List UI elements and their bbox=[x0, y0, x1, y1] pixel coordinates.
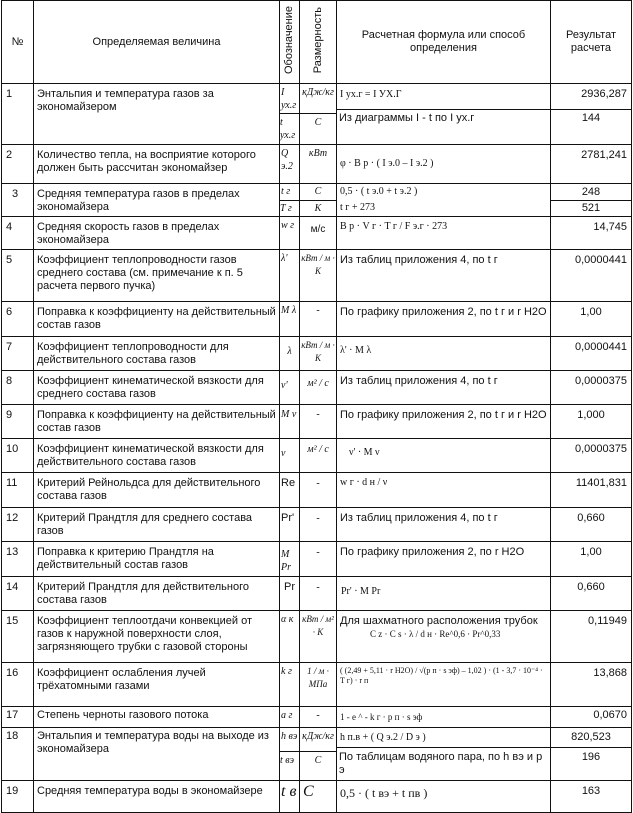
row-symbol bbox=[280, 184, 300, 217]
row-num: 8 bbox=[2, 371, 34, 405]
row-formula: По графику приложения 2, по r H2O bbox=[337, 542, 551, 577]
row-symbol: λ' bbox=[280, 250, 300, 302]
row-result-1: 2936,287 bbox=[581, 88, 627, 100]
row-symbol: a г bbox=[280, 707, 300, 728]
row-unit-2: C bbox=[299, 113, 337, 131]
row-name: Коэффициент ослабления лучей трёхатомными газами bbox=[34, 663, 280, 707]
row-symbol: k г bbox=[280, 663, 300, 707]
header-result: Результат расчета bbox=[551, 1, 632, 84]
row-unit: - bbox=[300, 473, 337, 508]
row-num: 18 bbox=[2, 728, 34, 781]
row-result: 1,000 bbox=[551, 405, 632, 439]
row-name: Критерий Рейнольдса для действительного состава газов bbox=[34, 473, 280, 508]
table-row bbox=[2, 577, 632, 611]
row-num: 16 bbox=[2, 663, 34, 707]
row-symbol: Q э.2 bbox=[280, 145, 300, 184]
row-formula: B р · V г · T г / F э.г · 273 bbox=[337, 217, 551, 250]
row-symbol: λ bbox=[280, 337, 300, 371]
row-num: 10 bbox=[2, 439, 34, 473]
row-symbol: M ν bbox=[280, 405, 300, 439]
row-formula: 1 - e ^ - k г · p п · s эф bbox=[337, 707, 551, 728]
row-num: 2 bbox=[2, 145, 34, 184]
row-unit: - bbox=[300, 707, 337, 728]
header-num: № bbox=[2, 1, 34, 84]
row-formula: ν' · M ν bbox=[337, 439, 551, 473]
row-symbol: α к bbox=[280, 611, 300, 663]
row-name: Средняя температура газов в пределах экономайзера bbox=[34, 184, 280, 217]
table-row bbox=[2, 508, 632, 542]
row-result: 11401,831 bbox=[551, 473, 632, 508]
row-result: 163 bbox=[551, 781, 632, 813]
row-name: Коэффициент кинематической вязкости для действительного состава газов bbox=[34, 439, 280, 473]
row-result: 13,868 bbox=[551, 663, 632, 707]
row-result bbox=[551, 84, 632, 145]
row-formula bbox=[337, 184, 551, 217]
row-formula: Из таблиц приложения 4, по t г bbox=[337, 250, 551, 302]
row-symbol: ν' bbox=[280, 371, 300, 405]
row-result: 0,0670 bbox=[551, 707, 632, 728]
row-name: Средняя скорость газов в пределах экономайзера bbox=[34, 217, 280, 250]
row-num: 14 bbox=[2, 577, 34, 611]
row-name: Количество тепла, на восприятие которого должен быть рассчитан экономайзер bbox=[34, 145, 280, 184]
table-row bbox=[2, 611, 632, 663]
row-result: 0,0000441 bbox=[551, 337, 632, 371]
row-num: 13 bbox=[2, 542, 34, 577]
row-unit: - bbox=[300, 508, 337, 542]
row-result: 0,0000375 bbox=[551, 371, 632, 405]
row-formula bbox=[337, 611, 551, 663]
header-quantity: Определяемая величина bbox=[34, 1, 280, 84]
row-num: 7 bbox=[2, 337, 34, 371]
header-unit-label: Размерность bbox=[311, 6, 324, 74]
row-result-1: 248 bbox=[581, 186, 601, 198]
row-unit bbox=[300, 728, 337, 781]
row-unit: м/с bbox=[300, 217, 337, 250]
row-formula: φ · B р · ( I э.0 – I э.2 ) bbox=[337, 145, 551, 184]
row-symbol: Re bbox=[280, 473, 300, 508]
row-symbol: Pr' bbox=[280, 508, 300, 542]
row-formula: Pr' · M Pr bbox=[337, 577, 551, 611]
row-num: 19 bbox=[2, 781, 34, 813]
row-formula-2: t г + 273 bbox=[340, 202, 376, 213]
row-symbol bbox=[280, 84, 300, 145]
row-symbol-2: T г bbox=[279, 200, 300, 216]
row-num: 11 bbox=[2, 473, 34, 508]
row-unit: - bbox=[300, 542, 337, 577]
row-formula-2: C z · C s · λ / d н · Re^0,6 · Pr^0,33 bbox=[370, 629, 501, 639]
row-name: Энтальпия и температура воды на выходе из экономайзера bbox=[34, 728, 280, 781]
row-name: Средняя температура воды в экономайзере bbox=[34, 781, 280, 813]
row-unit: кВт / м · К bbox=[300, 250, 337, 302]
row-unit: - bbox=[300, 302, 337, 337]
row-name: Степень черноты газового потока bbox=[34, 707, 280, 728]
row-result bbox=[551, 728, 632, 781]
row-formula-1: h п.в + ( Q э.2 / D э ) bbox=[340, 732, 426, 743]
row-name: Коэффициент кинематической вязкости для среднего состава газов bbox=[34, 371, 280, 405]
row-result: 0,660 bbox=[551, 508, 632, 542]
row-result bbox=[551, 184, 632, 217]
table-row bbox=[2, 217, 632, 250]
table-row bbox=[2, 337, 632, 371]
row-name: Коэффициент теплоотдачи конвекцией от газов к наружной поверхности слоя, загрязняющего трубки с газовой стороны bbox=[34, 611, 280, 663]
row-result: 0,660 bbox=[551, 577, 632, 611]
row-formula: ( (2,49 + 5,11 · r H2O) / √(p п · s эф) – 1,02 ) · (1 - 3,7 · 10⁻⁴ · T г) · r п bbox=[337, 663, 551, 707]
row-result: 1,00 bbox=[551, 542, 632, 577]
row-formula bbox=[337, 728, 551, 781]
table-row bbox=[2, 663, 632, 707]
row-symbol-1: I ух.г bbox=[281, 87, 297, 111]
row-result: 0,0000441 bbox=[551, 250, 632, 302]
row-unit: - bbox=[300, 405, 337, 439]
row-unit: м² / с bbox=[300, 371, 337, 405]
row-symbol-1: h вэ bbox=[281, 731, 298, 742]
table-row bbox=[2, 707, 632, 728]
row-symbol: M Pr bbox=[280, 542, 300, 577]
row-num: 5 bbox=[2, 250, 34, 302]
row-result-2: 521 bbox=[550, 200, 632, 216]
row-name: Критерий Прандтля для действительного состава газов bbox=[34, 577, 280, 611]
row-name: Коэффициент теплопроводности для действительного состава газов bbox=[34, 337, 280, 371]
header-row bbox=[2, 1, 632, 84]
row-num: 4 bbox=[2, 217, 34, 250]
row-name: Поправка к коэффициенту на действительный состав газов bbox=[34, 405, 280, 439]
row-unit bbox=[300, 84, 337, 145]
row-result-2: 144 bbox=[550, 109, 632, 127]
row-num: 6 bbox=[2, 302, 34, 337]
table-row bbox=[2, 439, 632, 473]
row-name: Критерий Прандтля для среднего состава газов bbox=[34, 508, 280, 542]
row-unit bbox=[300, 184, 337, 217]
row-name: Поправка к коэффициенту на действительный состав газов bbox=[34, 302, 280, 337]
table-row bbox=[2, 781, 632, 813]
row-unit-2: C bbox=[299, 751, 337, 769]
table-row bbox=[2, 84, 632, 145]
table-row bbox=[2, 405, 632, 439]
header-unit bbox=[300, 1, 337, 84]
table-row bbox=[2, 250, 632, 302]
row-formula-2: Из диаграммы I - t по I ух.г bbox=[336, 109, 551, 127]
row-unit: м² / с bbox=[300, 439, 337, 473]
row-name: Энтальпия и температура газов за экономайзером bbox=[34, 84, 280, 145]
table-row bbox=[2, 473, 632, 508]
row-result: 2781,241 bbox=[551, 145, 632, 184]
row-num: 17 bbox=[2, 707, 34, 728]
row-num: 15 bbox=[2, 611, 34, 663]
row-formula: w г · d н / ν bbox=[337, 473, 551, 508]
row-result: 1,00 bbox=[551, 302, 632, 337]
table-row bbox=[2, 728, 632, 781]
row-result-1: 820,523 bbox=[571, 731, 611, 743]
row-formula-1: 0,5 · ( t э.0 + t э.2 ) bbox=[340, 186, 418, 197]
row-formula bbox=[337, 84, 551, 145]
row-formula-2: По таблицам водяного пара, по h вэ и p э bbox=[336, 747, 551, 780]
header-formula: Расчетная формула или способ определения bbox=[337, 1, 551, 84]
row-name: Поправка к критерию Прандтля на действительный состав газов bbox=[34, 542, 280, 577]
row-unit: - bbox=[300, 577, 337, 611]
row-name: Коэффициент теплопроводности газов среднего состава (см. примечание к п. 5 расчета первого пучка) bbox=[34, 250, 280, 302]
row-formula: По графику приложения 2, по t г и r H2O bbox=[337, 302, 551, 337]
row-unit-1: кДж/кг bbox=[302, 731, 334, 742]
row-symbol: t в bbox=[280, 781, 300, 813]
table-row bbox=[2, 145, 632, 184]
row-formula: По графику приложения 2, по t г и r H2O bbox=[337, 405, 551, 439]
row-unit-1: C bbox=[314, 186, 322, 197]
row-unit: кВт / м · К bbox=[300, 337, 337, 371]
table-row bbox=[2, 184, 632, 217]
table-row bbox=[2, 542, 632, 577]
row-num: 1 bbox=[2, 84, 34, 145]
row-formula: λ' · M λ bbox=[337, 337, 551, 371]
row-unit-1: кДж/кг bbox=[302, 87, 334, 98]
row-result: 0,0000375 bbox=[551, 439, 632, 473]
row-symbol: M λ bbox=[280, 302, 300, 337]
row-formula-1: Для шахматного расположения трубок bbox=[340, 615, 538, 627]
row-result: 0,11949 bbox=[551, 611, 632, 663]
row-num: 3 bbox=[2, 184, 34, 217]
row-symbol bbox=[280, 728, 300, 781]
header-symbol bbox=[280, 1, 300, 84]
row-unit: C bbox=[300, 781, 337, 813]
calculation-table bbox=[1, 0, 632, 813]
row-formula: Из таблиц приложения 4, по t г bbox=[337, 508, 551, 542]
row-result: 14,745 bbox=[551, 217, 632, 250]
row-symbol: ν bbox=[280, 439, 300, 473]
row-unit: 1 / м · МПа bbox=[300, 663, 337, 707]
header-symbol-label: Обозначение bbox=[283, 5, 295, 75]
row-unit-2: K bbox=[299, 200, 337, 216]
table-row bbox=[2, 371, 632, 405]
row-symbol: Pr bbox=[280, 577, 300, 611]
table-row bbox=[2, 302, 632, 337]
row-symbol-1: t г bbox=[281, 186, 291, 197]
row-num: 12 bbox=[2, 508, 34, 542]
row-result-2: 196 bbox=[550, 747, 632, 766]
row-formula: 0,5 · ( t вэ + t пв ) bbox=[337, 781, 551, 813]
row-symbol-2: t ух.г bbox=[279, 113, 300, 144]
row-symbol-2: t вэ bbox=[279, 751, 300, 769]
row-formula: Из таблиц приложения 4, по t г bbox=[337, 371, 551, 405]
row-unit: кВт / м² · К bbox=[300, 611, 337, 663]
row-symbol: w г bbox=[280, 217, 300, 250]
row-num: 9 bbox=[2, 405, 34, 439]
row-formula-1: I ух.г = I УХ.Г bbox=[340, 89, 402, 100]
row-unit: кВт bbox=[300, 145, 337, 184]
